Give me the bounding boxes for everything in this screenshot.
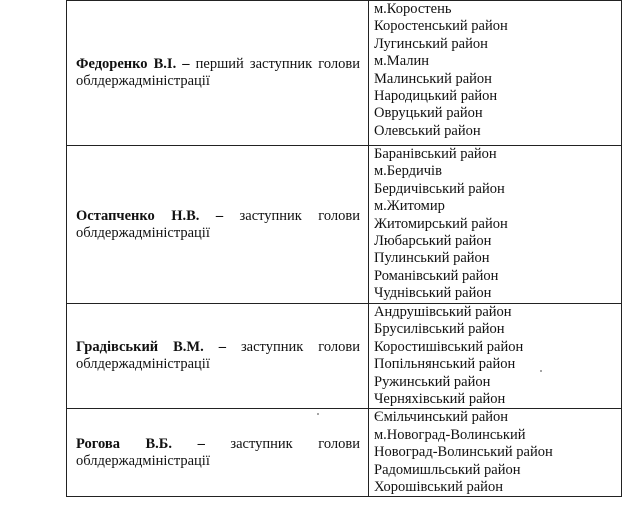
- district-item: м.Житомир: [374, 198, 445, 215]
- table-row: [67, 304, 622, 409]
- official-name: Градівський В.М.: [76, 339, 204, 356]
- district-item: Пулинський район: [374, 250, 490, 267]
- districts-cell: [369, 1, 622, 146]
- dash: –: [172, 435, 231, 452]
- district-item: Черняхівський район: [374, 391, 506, 408]
- district-item: Романівський район: [374, 267, 499, 284]
- official-name: Остапченко Н.В.: [76, 207, 200, 224]
- district-item: Олевський район: [374, 122, 481, 139]
- district-item: Андрушівський район: [374, 304, 512, 320]
- official-role: заступник голови облдержадміністрації: [76, 435, 361, 469]
- official-cell: [67, 304, 369, 409]
- district-item: Попільнянський район: [374, 356, 516, 373]
- dash: –: [203, 339, 241, 356]
- district-item: м.Бердичів: [374, 163, 442, 180]
- district-item: Бердичівський район: [374, 180, 505, 197]
- district-item: Любарський район: [374, 233, 492, 250]
- district-item: Коростенський район: [374, 18, 508, 35]
- official-name: Рогова В.Б.: [76, 435, 173, 452]
- districts-cell: [369, 304, 622, 409]
- official-role: заступник голови облдержадміністрації: [76, 207, 361, 241]
- official-cell: [67, 409, 369, 497]
- district-item: Малинський район: [374, 70, 492, 87]
- district-item: Овруцький район: [374, 105, 483, 122]
- district-item: м.Коростень: [374, 1, 452, 17]
- scan-speck: [540, 370, 542, 372]
- official-role: перший заступник голови облдержадміністрації: [76, 56, 361, 89]
- table-row: [67, 146, 622, 304]
- district-item: Хорошівський район: [374, 479, 503, 496]
- scan-speck: [317, 413, 319, 415]
- official-cell: [67, 1, 369, 146]
- district-item: Баранівський район: [374, 146, 497, 162]
- dash: –: [199, 207, 240, 224]
- district-item: Народицький район: [374, 88, 498, 105]
- district-item: м.Новоград-Волинський: [374, 426, 526, 443]
- districts-cell: [369, 146, 622, 304]
- district-item: Чуднівський район: [374, 285, 492, 302]
- district-item: Лугинський район: [374, 35, 488, 52]
- assignment-table: [66, 0, 622, 497]
- districts-cell: [369, 409, 622, 497]
- district-item: Коростишівський район: [374, 338, 524, 355]
- official-cell: [67, 146, 369, 304]
- official-role: заступник голови облдержадміністрації: [76, 339, 360, 373]
- district-item: Брусилівський район: [374, 321, 505, 338]
- district-item: м.Малин: [374, 53, 430, 70]
- table-row: [67, 409, 622, 497]
- table-row: [67, 1, 622, 146]
- official-name: Федоренко В.І.: [76, 56, 177, 72]
- district-item: Ємільчинський район: [374, 409, 509, 426]
- district-item: Ружинський район: [374, 373, 491, 390]
- dash: –: [176, 56, 196, 72]
- district-item: Радомишльський район: [374, 461, 521, 478]
- district-item: Новоград-Волинський район: [374, 444, 553, 461]
- district-item: Житомирський район: [374, 215, 508, 232]
